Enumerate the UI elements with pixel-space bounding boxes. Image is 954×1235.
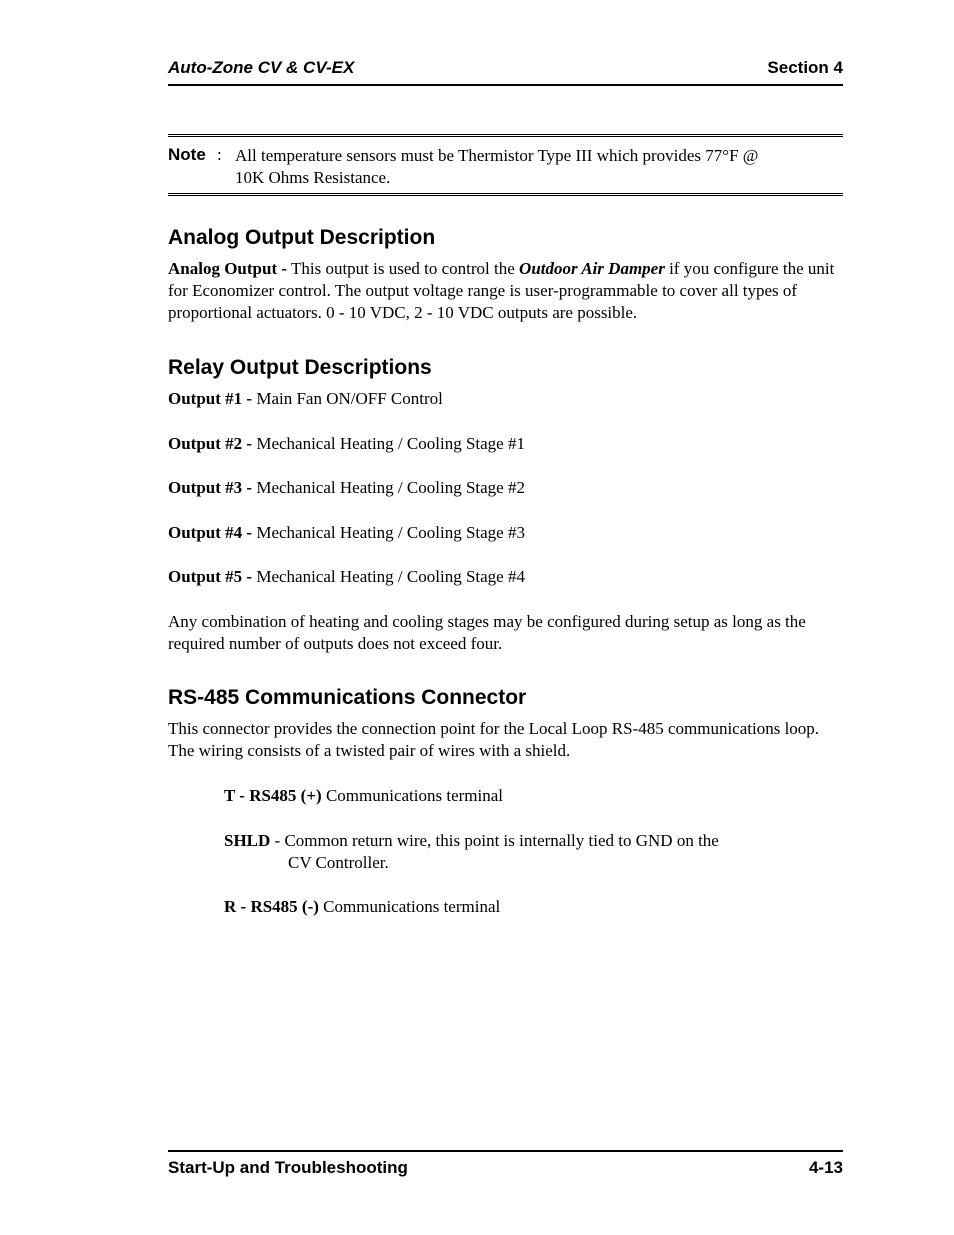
terminal-r-text: Communications terminal (318, 897, 501, 916)
terminal-r (224, 896, 824, 918)
relay-output-2-label: Output #2 - (168, 434, 253, 453)
relay-output-4-text: Mechanical Heating / Cooling Stage #3 (252, 523, 525, 542)
note-text (235, 145, 835, 189)
relay-output-3-label: Output #3 - (168, 478, 253, 497)
relay-output-5 (168, 566, 843, 588)
relay-heading: Relay Output Descriptions (168, 356, 432, 379)
analog-emphasis: Outdoor Air Damper (519, 259, 665, 278)
page-footer (168, 1150, 843, 1177)
footer-title: Start-Up and Troubleshooting (168, 1158, 408, 1177)
page-number: 4-13 (808, 1158, 843, 1177)
terminal-shld (224, 830, 824, 874)
relay-output-1-label: Output #1 - (168, 389, 253, 408)
relay-output-2 (168, 433, 843, 455)
relay-output-5-label: Output #5 - (168, 567, 253, 586)
terminal-r-label: R - RS485 (-) (224, 897, 319, 916)
terminal-shld-text: - Common return wire, this point is internally tied to GND on the (270, 831, 719, 850)
terminal-shld-continuation: CV Controller. (288, 853, 389, 872)
document-title: Auto-Zone CV & CV-EX (168, 58, 355, 77)
note-box (168, 134, 843, 196)
analog-lead: Analog Output - (168, 259, 288, 278)
note-line-2: 10K Ohms Resistance. (235, 168, 391, 187)
rs485-intro: This connector provides the connection point for the Local Loop RS-485 communications loop. The wiring consists of a twisted pair of wires with a shield. (168, 719, 820, 760)
terminal-t (224, 785, 824, 807)
relay-output-3 (168, 477, 843, 499)
note-colon: : (217, 145, 222, 164)
relay-output-3-text: Mechanical Heating / Cooling Stage #2 (252, 478, 525, 497)
terminal-t-text: Communications terminal (321, 786, 503, 805)
relay-output-1 (168, 388, 843, 410)
note-line-1: All temperature sensors must be Thermistor Type III which provides 77°F @ (235, 146, 759, 165)
relay-output-4 (168, 522, 843, 544)
note-label: Note (168, 145, 206, 164)
relay-output-4-label: Output #4 - (168, 523, 253, 542)
rs485-heading: RS-485 Communications Connector (168, 686, 527, 709)
relay-output-5-text: Mechanical Heating / Cooling Stage #4 (252, 567, 525, 586)
analog-text-2: if you configure the unit for Economizer control. The output voltage range is user-programmable to cover all types of proportional actuators. 0 - 10 VDC, 2 - 10 VDC outputs are possible. (168, 259, 835, 322)
relay-output-2-text: Mechanical Heating / Cooling Stage #1 (252, 434, 525, 453)
analog-paragraph (168, 258, 843, 324)
page-header (168, 58, 843, 86)
analog-heading: Analog Output Description (168, 226, 436, 249)
relay-output-1-text: Main Fan ON/OFF Control (252, 389, 443, 408)
section-label: Section 4 (767, 58, 843, 77)
terminal-shld-label: SHLD (224, 831, 271, 850)
relay-summary: Any combination of heating and cooling stages may be configured during setup as long as the required number of outputs does not exceed four. (168, 612, 806, 653)
analog-text-1: This output is used to control the (287, 259, 520, 278)
terminal-t-label: T - RS485 (+) (224, 786, 322, 805)
